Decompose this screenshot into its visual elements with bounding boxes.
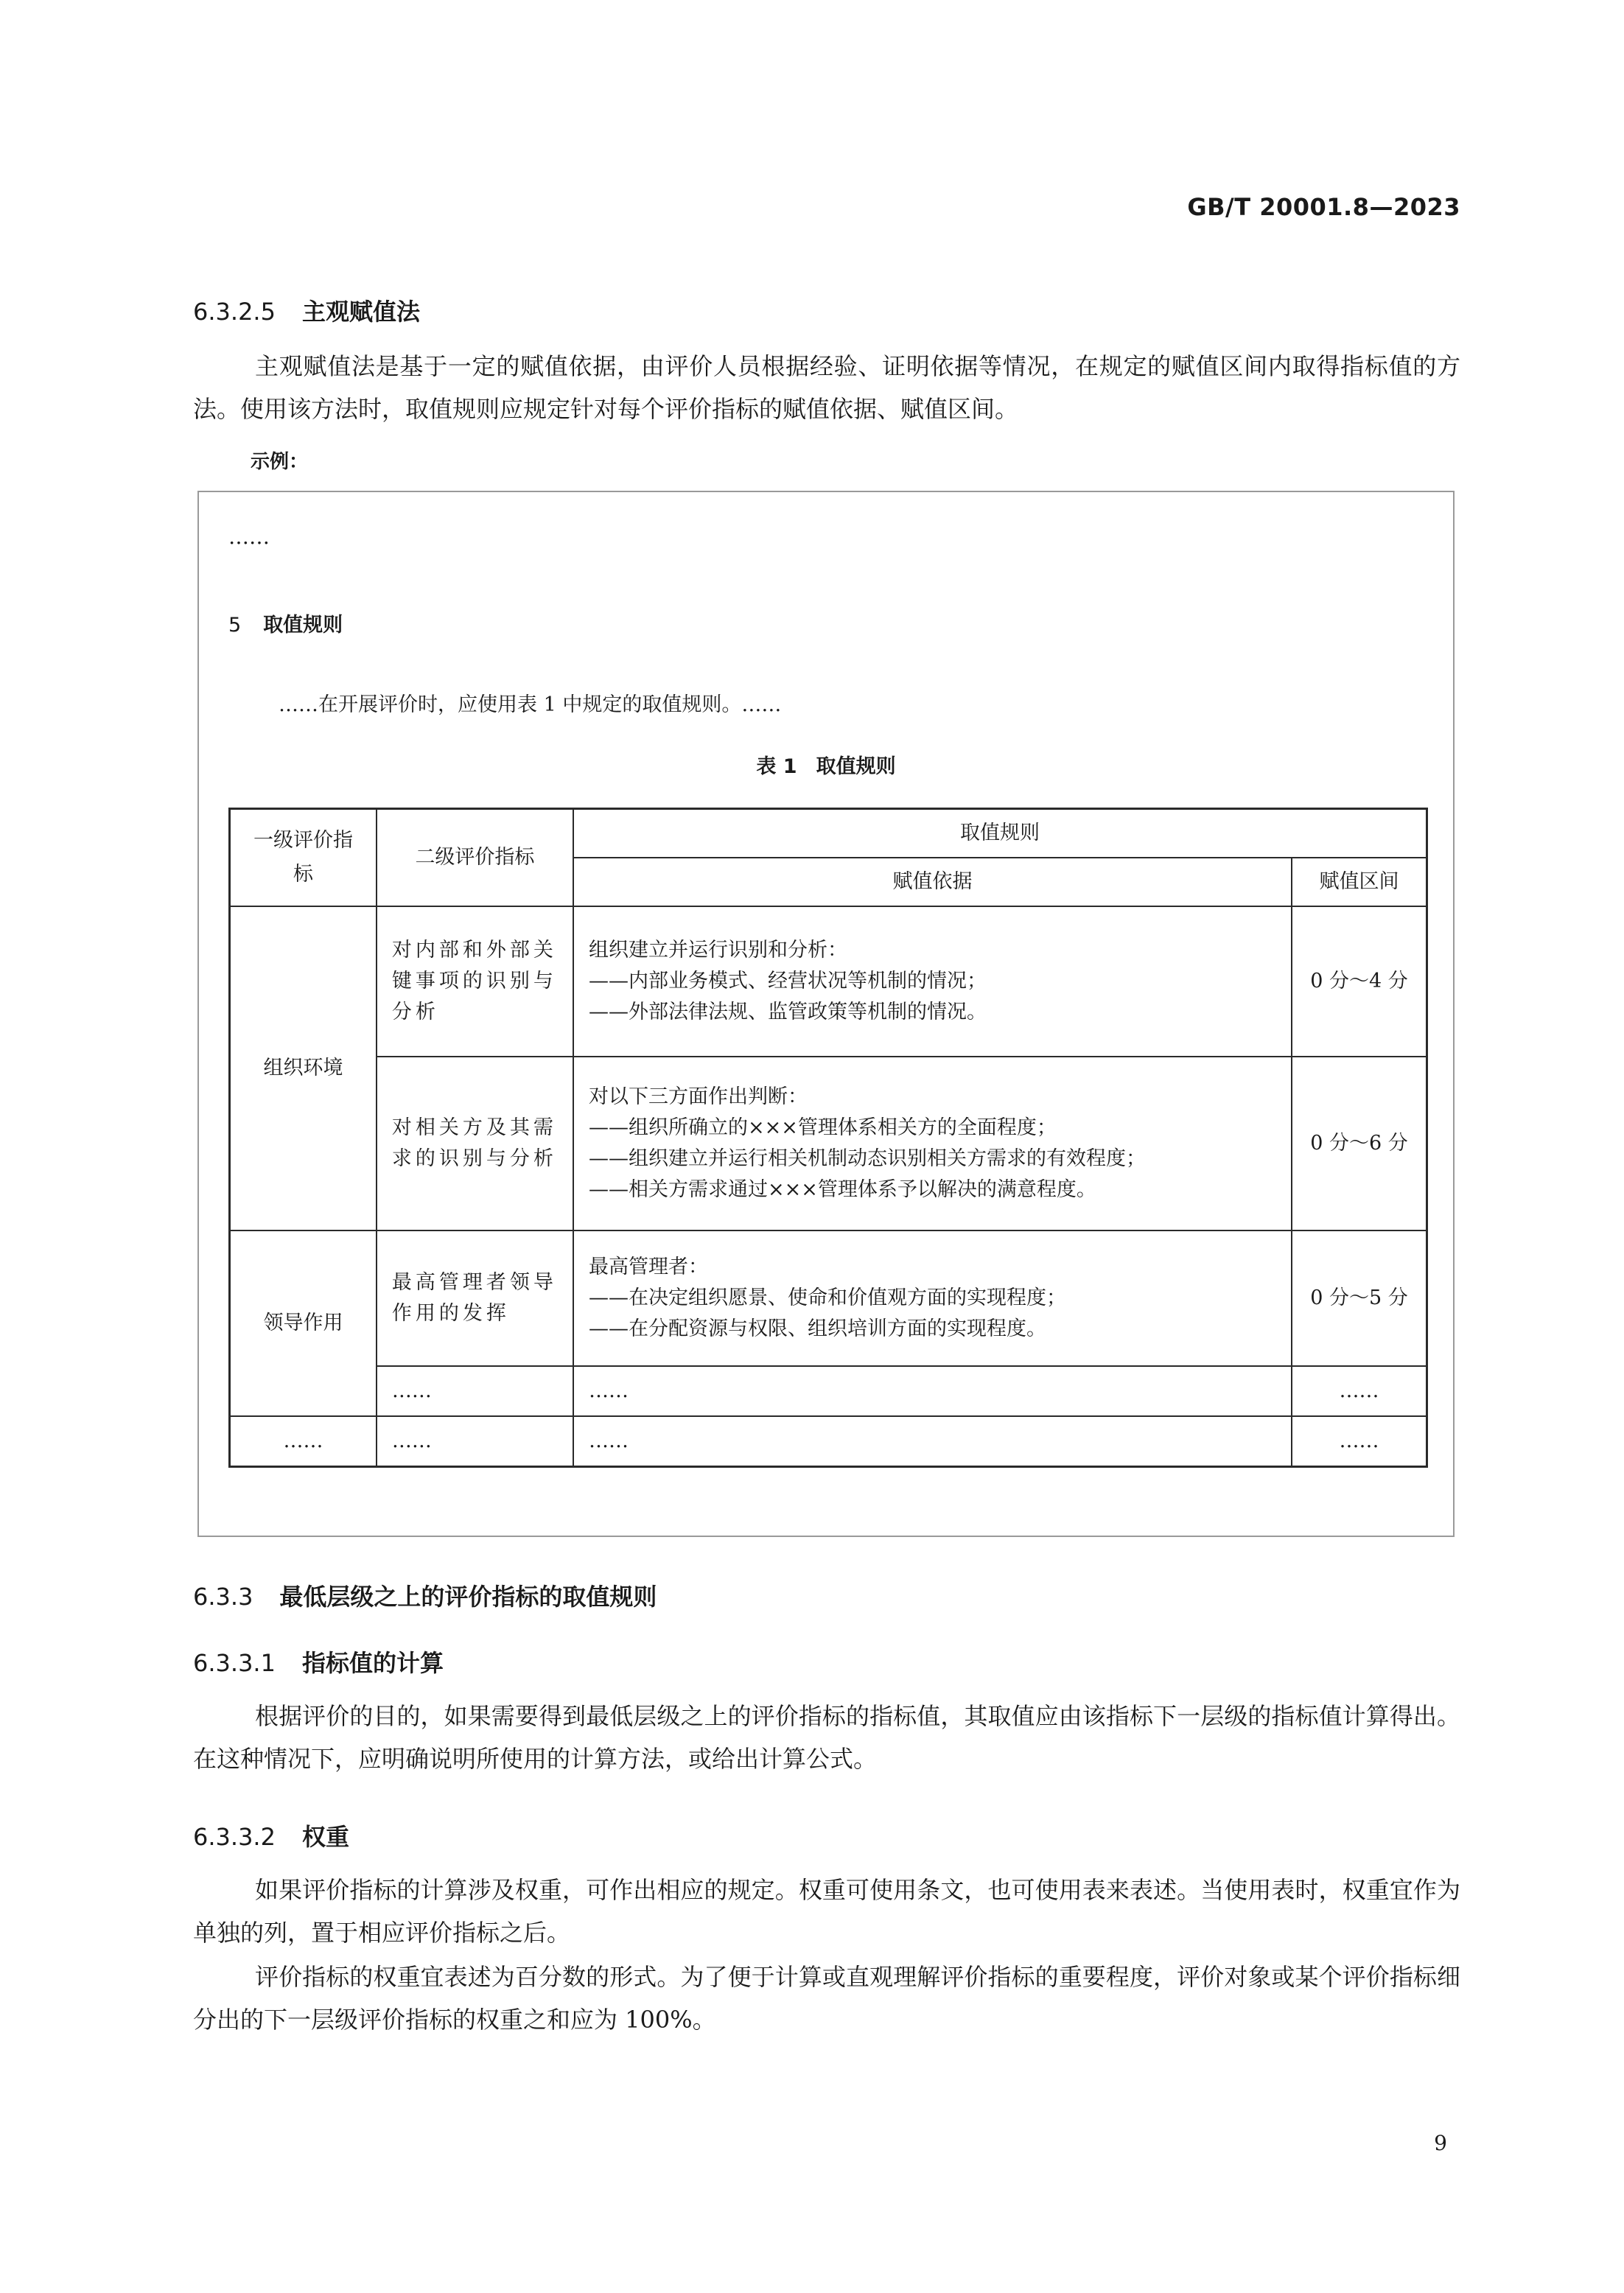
section-number: 6.3.3.2 [193, 1823, 276, 1851]
section-633-heading [193, 1578, 657, 1612]
level2-cell: 最高管理者领导作用的发挥 [377, 1230, 573, 1366]
section-6332-paragraph-2: 评价指标的权重宜表述为百分数的形式。为了便于计算或直观理解评价指标的重要程度，评价对象或某个评价指标细分出的下一层级评价指标的权重之和应为 100%。 [193, 1963, 1460, 2034]
level1-cell: 领导作用 [230, 1230, 377, 1416]
basis-cell [573, 1230, 1292, 1366]
section-title: 指标值的计算 [301, 1649, 444, 1677]
range-cell: 0 分～4 分 [1292, 906, 1427, 1057]
basis-line: ——在分配资源与权限、组织培训方面的实现程度。 [588, 1317, 1046, 1340]
section-6325-heading [193, 293, 420, 327]
example-ellipsis: …… [228, 525, 270, 549]
basis-line: ——相关方需求通过×××管理体系予以解决的满意程度。 [588, 1178, 1096, 1201]
basis-cell: …… [573, 1366, 1292, 1416]
range-cell: 0 分～6 分 [1292, 1057, 1427, 1230]
basis-line: ——组织所确立的×××管理体系相关方的全面程度； [588, 1116, 1057, 1139]
section-number: 6.3.3 [193, 1583, 253, 1611]
section-6332-heading [193, 1818, 349, 1852]
basis-line: 最高管理者： [588, 1256, 708, 1278]
basis-cell [573, 906, 1292, 1057]
header-rule: 取值规则 [573, 809, 1427, 858]
table-row [230, 1230, 1427, 1366]
basis-line: ——在决定组织愿景、使命和价值观方面的实现程度； [588, 1286, 1066, 1309]
example-text: ……在开展评价时，应使用表 1 中规定的取值规则。…… [279, 693, 782, 716]
header-range: 赋值区间 [1292, 858, 1427, 906]
basis-cell: …… [573, 1416, 1292, 1467]
basis-line: ——外部法律法规、监管政策等机制的情况。 [588, 1001, 987, 1023]
range-cell: …… [1292, 1416, 1427, 1467]
example-label: 示例： [251, 451, 309, 473]
level1-cell: …… [230, 1416, 377, 1467]
level2-cell: 对内部和外部关键事项的识别与分析 [377, 906, 573, 1057]
section-number: 6.3.3.1 [193, 1649, 276, 1677]
page-number: 9 [1434, 2131, 1447, 2155]
table-row [230, 1416, 1427, 1467]
example-box [197, 491, 1455, 1537]
basis-line: ——内部业务模式、经营状况等机制的情况； [588, 970, 987, 993]
value-rules-table [228, 808, 1428, 1468]
basis-cell [573, 1057, 1292, 1230]
basis-line: ——组织建立并运行相关机制动态识别相关方需求的有效程度； [588, 1147, 1146, 1170]
table-caption-number: 表 1 [756, 755, 797, 778]
header-level1: 一级评价指标 [230, 809, 377, 907]
range-cell: …… [1292, 1366, 1427, 1416]
section-6331-heading [193, 1645, 444, 1678]
section-number: 6.3.2.5 [193, 298, 276, 326]
level2-cell: …… [377, 1416, 573, 1467]
level2-cell: …… [377, 1366, 573, 1416]
range-cell: 0 分～5 分 [1292, 1230, 1427, 1366]
example-heading-number: 5 [228, 614, 242, 637]
level2-cell: 对相关方及其需求的识别与分析 [377, 1057, 573, 1230]
table-row [230, 1366, 1427, 1416]
document-code: GB/T 20001.8—2023 [1187, 193, 1460, 221]
basis-line: 组织建立并运行识别和分析： [588, 939, 847, 962]
basis-line: 对以下三方面作出判断： [588, 1085, 808, 1108]
header-level2: 二级评价指标 [377, 809, 573, 907]
section-6332-paragraph-1: 如果评价指标的计算涉及权重，可作出相应的规定。权重可使用条文，也可使用表来表述。当使用表时，权重宜作为单独的列，置于相应评价指标之后。 [193, 1876, 1460, 1947]
section-title: 权重 [301, 1823, 349, 1851]
table-row [230, 906, 1427, 1057]
table-caption-title: 取值规则 [816, 755, 896, 778]
example-heading [228, 609, 343, 637]
example-heading-title: 取值规则 [263, 614, 343, 637]
header-basis: 赋值依据 [573, 858, 1292, 906]
section-title: 最低层级之上的评价指标的取值规则 [279, 1583, 657, 1611]
section-title: 主观赋值法 [301, 298, 420, 326]
table-caption [199, 750, 1453, 779]
level1-cell: 组织环境 [230, 906, 377, 1230]
section-6331-paragraph: 根据评价的目的，如果需要得到最低层级之上的评价指标的指标值，其取值应由该指标下一层级的指标值计算得出。在这种情况下，应明确说明所使用的计算方法，或给出计算公式。 [193, 1702, 1460, 1773]
section-6325-paragraph: 主观赋值法是基于一定的赋值依据，由评价人员根据经验、证明依据等情况，在规定的赋值区间内取得指标值的方法。使用该方法时，取值规则应规定针对每个评价指标的赋值依据、赋值区间。 [193, 352, 1460, 423]
table-row [230, 1057, 1427, 1230]
